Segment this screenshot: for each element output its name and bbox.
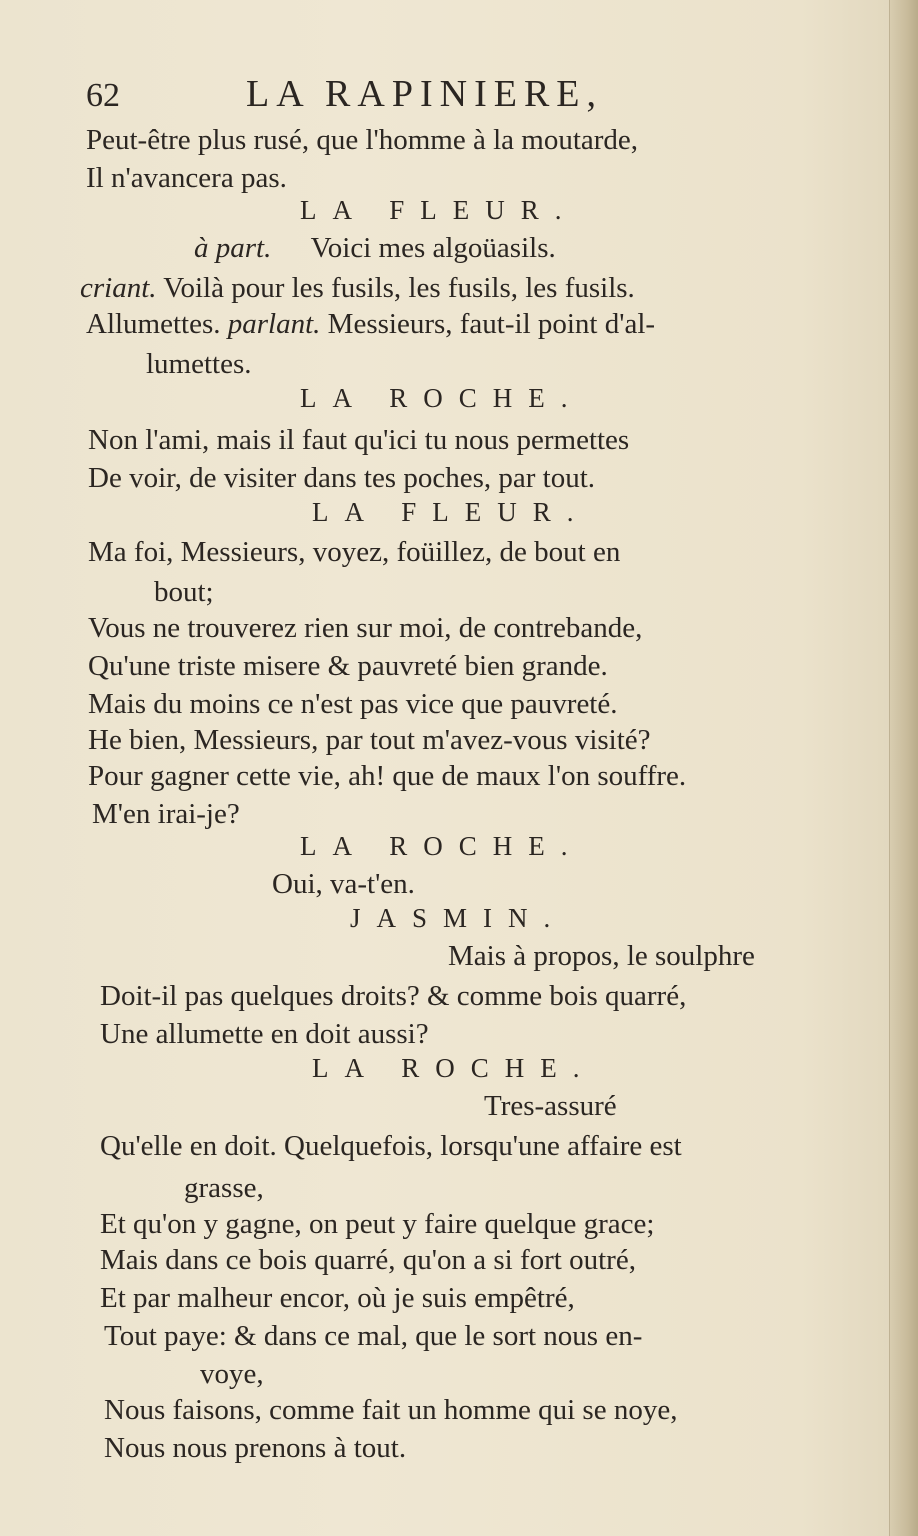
- speaker-name: JASMIN.: [350, 903, 567, 933]
- verse-line: lumettes.: [146, 348, 252, 380]
- verse-line: Tout paye: & dans ce mal, que le sort nous en-: [104, 1320, 643, 1352]
- speaker-name: LA ROCHE.: [312, 1053, 596, 1083]
- verse-text: Allumettes.: [86, 308, 221, 340]
- stage-direction: criant.: [80, 272, 157, 304]
- verse-line: Pour gagner cette vie, ah! que de maux l'on souffre.: [88, 760, 687, 792]
- verse-line: Oui, va-t'en.: [272, 868, 415, 900]
- verse-line: [86, 306, 655, 342]
- verse-line: Tres-assuré: [484, 1090, 617, 1122]
- verse-line: Une allumette en doit aussi?: [100, 1018, 429, 1050]
- verse-text: Voilà pour les fusils, les fusils, les fusils.: [163, 272, 635, 304]
- speaker-name: LA ROCHE.: [300, 831, 584, 861]
- verse-line: Ma foi, Messieurs, voyez, foüillez, de bout en: [88, 536, 621, 568]
- verse-line: Il n'avancera pas.: [86, 162, 287, 194]
- verse-line: Qu'elle en doit. Quelquefois, lorsqu'une affaire est: [100, 1130, 682, 1162]
- verse-line: M'en irai-je?: [92, 798, 240, 830]
- running-title: LA RAPINIERE,: [246, 73, 603, 115]
- speaker-name: LA ROCHE.: [300, 383, 584, 413]
- verse-line: Mais dans ce bois quarré, qu'on a si fort outré,: [100, 1244, 636, 1276]
- verse-text: Voici mes algoüasils.: [310, 232, 556, 264]
- verse-line: Et par malheur encor, où je suis empêtré,: [100, 1282, 575, 1314]
- verse-line: He bien, Messieurs, par tout m'avez-vous visité?: [88, 724, 651, 756]
- verse-line: Mais à propos, le soulphre: [448, 940, 755, 972]
- verse-line: [80, 270, 635, 306]
- page-gutter: [889, 0, 918, 1536]
- verse-line: Vous ne trouverez rien sur moi, de contrebande,: [88, 612, 643, 644]
- verse-text: Messieurs, faut-il point d'al-: [327, 308, 656, 340]
- stage-direction: parlant.: [227, 308, 321, 340]
- speaker-name: LA FLEUR.: [300, 195, 578, 225]
- verse-line: Doit-il pas quelques droits? & comme bois quarré,: [100, 980, 687, 1012]
- page-number: 62: [86, 77, 120, 114]
- verse-line: grasse,: [184, 1172, 264, 1204]
- verse-line: Qu'une triste misere & pauvreté bien grande.: [88, 650, 608, 682]
- verse-line: Non l'ami, mais il faut qu'ici tu nous permettes: [88, 424, 630, 456]
- verse-line: Nous nous prenons à tout.: [104, 1432, 407, 1464]
- verse-line: [194, 230, 556, 266]
- speaker-name: LA FLEUR.: [312, 497, 590, 527]
- verse-line: Nous faisons, comme fait un homme qui se noye,: [104, 1394, 678, 1426]
- verse-line: Mais du moins ce n'est pas vice que pauvreté.: [88, 688, 618, 720]
- verse-line: De voir, de visiter dans tes poches, par tout.: [88, 462, 596, 494]
- verse-line: Et qu'on y gagne, on peut y faire quelque grace;: [100, 1208, 655, 1240]
- verse-line: voye,: [200, 1358, 264, 1390]
- verse-line: bout;: [154, 576, 214, 608]
- stage-direction: à part.: [194, 232, 272, 264]
- verse-line: Peut-être plus rusé, que l'homme à la moutarde,: [86, 124, 639, 156]
